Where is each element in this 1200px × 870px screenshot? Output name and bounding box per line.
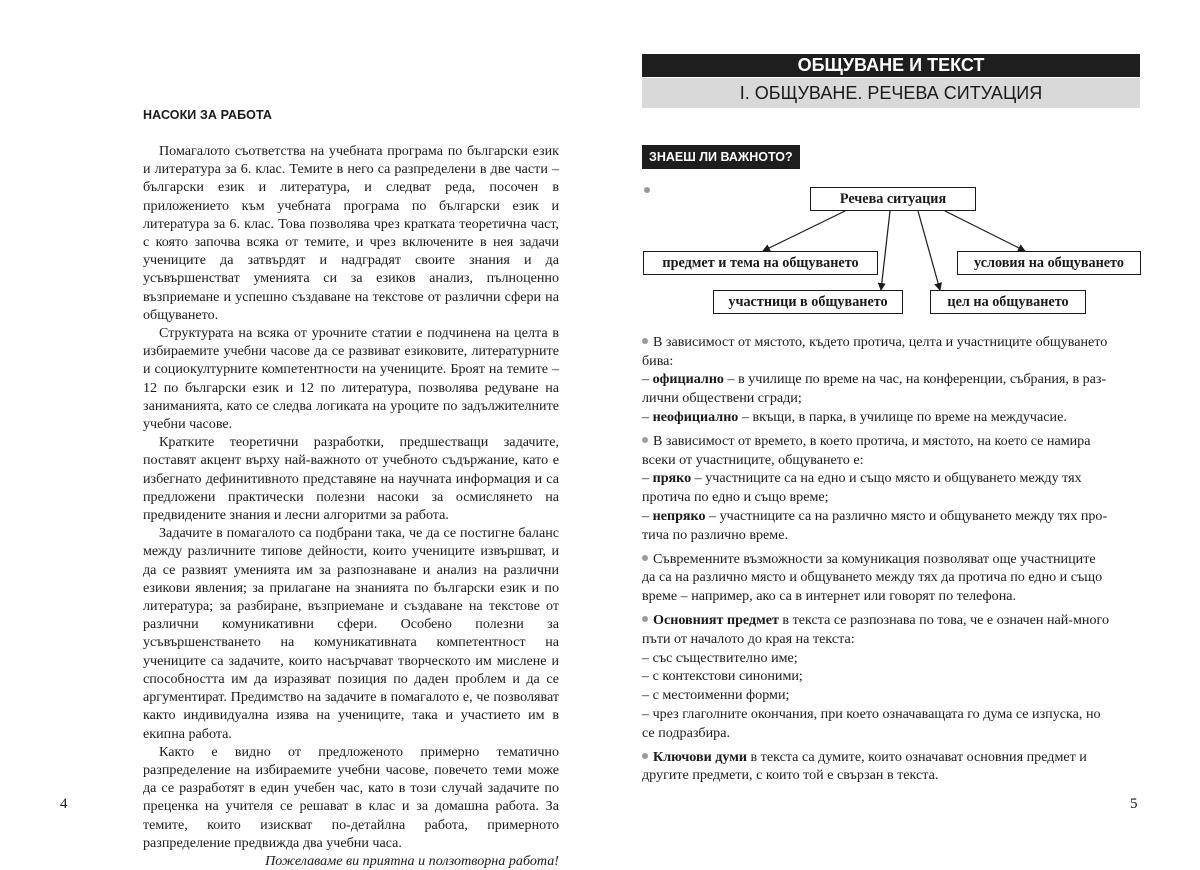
text-segment: – вкъщи, в парка, в училище по време на междучасие. <box>738 408 1067 425</box>
bold-term: непряко <box>652 507 706 524</box>
right-page <box>600 0 1200 852</box>
text-segment: – участниците са на различно място и общуването между тях про- <box>705 507 1108 524</box>
text-segment: – с контекстови синоними; <box>642 668 803 685</box>
text-segment: протича по едно и също време; <box>642 489 829 506</box>
left-body <box>143 142 559 870</box>
text-line <box>642 408 1139 427</box>
bold-term: пряко <box>652 470 692 487</box>
right-paragraph-1 <box>642 333 1139 427</box>
right-paragraph-4 <box>642 611 1139 742</box>
chapter-title: ОБЩУВАНЕ И ТЕКСТ <box>642 54 1140 77</box>
text-segment: в текста се разпознава по това, че е означен най-много <box>778 612 1109 629</box>
diagram-root-box: Речева ситуация <box>810 187 976 211</box>
left-paragraph-3: Кратките теоретични разработки, предшестващи задачите, поставят акцент върху най-важното от учебното съдържание, като е избегнато дефинитивното представяне на научната информация и са предложени практически полезни насоки за осмислянето на предвидените знания и лесни алгоритми за работа. <box>143 434 559 524</box>
text-line <box>642 649 1139 668</box>
section-tag: ЗНАЕШ ЛИ ВАЖНОТО? <box>642 145 800 169</box>
text-line <box>642 587 1139 606</box>
page-number-right: 5 <box>1130 796 1138 812</box>
text-segment: време – например, ако са в интернет или говорят по телефона. <box>642 588 1017 605</box>
text-segment: – с местоименни форми; <box>642 687 790 704</box>
bold-term: неофициално <box>652 408 739 425</box>
text-segment: – в училище по време на час, на конференции, събрания, в раз- <box>723 371 1107 388</box>
bold-term: официално <box>652 371 724 388</box>
text-line <box>642 451 1139 470</box>
bullet-dot-icon <box>642 616 648 622</box>
text-line <box>642 488 1139 507</box>
text-line <box>642 766 1139 785</box>
diagram-node-participants: участници в общуването <box>713 290 903 314</box>
arrow-to-goal <box>918 211 940 290</box>
diagram-node-conditions: условия на общуването <box>957 251 1141 275</box>
arrow-to-topic <box>763 211 845 251</box>
text-segment: пъти от началото до края на текста: <box>642 631 855 648</box>
text-segment: в текста са думите, които означават основния предмет и <box>746 748 1087 765</box>
lesson-subtitle: І. ОБЩУВАНЕ. РЕЧЕВА СИТУАЦИЯ <box>642 78 1140 108</box>
left-closing: Пожелаваме ви приятна и ползотворна работа! <box>265 852 559 869</box>
text-segment: В зависимост от времето, в което протича, и мястото, на което се намира <box>653 433 1091 450</box>
text-segment: да са на различно място и общуването между тях да протича по едно и също <box>642 569 1103 586</box>
text-segment: се подразбира. <box>642 724 730 741</box>
text-line <box>642 370 1139 389</box>
left-page <box>0 0 600 869</box>
text-line <box>642 432 1139 451</box>
text-segment: – чрез глаголните окончания, при което означаващата го дума се изпуска, но <box>642 705 1101 722</box>
text-line <box>642 507 1139 526</box>
text-line <box>642 333 1139 352</box>
text-line <box>642 748 1139 767</box>
text-line <box>642 667 1139 686</box>
bullet-dot-icon <box>642 338 648 344</box>
arrow-to-participants <box>881 211 890 290</box>
right-paragraph-5 <box>642 748 1139 785</box>
text-segment: всеки от участниците, общуването е: <box>642 451 864 468</box>
diagram-arrows <box>600 0 1200 330</box>
text-segment: Съвременните възможности за комуникация позволяват още участниците <box>653 550 1096 567</box>
text-segment: В зависимост от мястото, където протича, целта и участниците общуването <box>653 334 1108 350</box>
bold-term: Ключови думи <box>653 748 747 765</box>
text-segment: другите предмети, с които той е свързан в текста. <box>642 767 939 784</box>
text-segment: – <box>642 507 653 524</box>
bullet-dot-icon <box>642 555 648 561</box>
text-line <box>642 630 1139 649</box>
text-line <box>642 389 1139 408</box>
text-line <box>642 550 1139 569</box>
text-segment: – участниците са на едно и също място и общуването между тях <box>691 470 1082 487</box>
text-line <box>642 686 1139 705</box>
bullet-dot-icon <box>642 437 648 443</box>
left-paragraph-4: Задачите в помагалото са подбрани така, че да се постигне баланс между различните типове дейности, които учениците извършват, и да се развият уменията им за разпознаване и анализ на различни езикови явления; за прилагане на знанията по български език и по литература; за разбиране, възприемане и създаване на текстове от различни комуникативни сфери. Особено полезни за усъвършенстването на комуникативната компетентност на учениците са задачите, които насърчават творческото им мислене и способността им да изразяват позиция по даден проблем и да се аргументират. Предимство на задачите в помагалото е, че позволяват както индивидуална изява на учениците, така и участието им в екипна работа. <box>143 525 559 742</box>
text-segment: лични обществени сгради; <box>642 390 802 407</box>
text-segment: – със съществително име; <box>642 649 798 666</box>
bold-term: Основният предмет <box>653 612 779 629</box>
text-segment: – <box>642 371 653 388</box>
left-paragraph-1: Помагалото съответства на учебната програма по български език и литература за 6. клас. Темите в него са разпределени в две части – български език и литература, и следват реда, посочен в приложението към учебната програма по български език и литература за 6. клас. Това позволява чрез кратката теоретична част, с която започва всяка от темите, и чрез включените в нея задачи учениците да затвърдят и надградят своите знания и да усъвършенстват уменията си за езиков анализ, пълноценно възприемане и успешно създаване на текстове от различни сфери на общуването. <box>143 143 559 323</box>
page-number-left: 4 <box>60 796 68 812</box>
text-line <box>642 469 1139 488</box>
right-paragraph-2 <box>642 432 1139 544</box>
left-paragraph-5: Както е видно от предложеното примерно тематично разпределение на избираемите учебни часове, повечето теми може да се разработят в един учебен час, като в този случай задачите по преценка на учителя се решават в клас и за домашна работа. За темите, които изискват по-детайлна работа, примерното разпределение предвижда два учебни часа. <box>143 743 559 851</box>
left-heading: НАСОКИ ЗА РАБОТА <box>143 108 273 122</box>
text-segment: тича по различно време. <box>642 526 788 543</box>
text-segment: – <box>642 408 653 425</box>
diagram-node-topic: предмет и тема на общуването <box>643 251 878 275</box>
text-segment: бива: <box>642 352 674 369</box>
bullet-dot-icon <box>642 753 648 759</box>
text-line <box>642 724 1139 743</box>
right-paragraph-3 <box>642 550 1139 606</box>
text-line <box>642 568 1139 587</box>
text-line <box>642 526 1139 545</box>
right-body <box>642 333 1139 791</box>
arrow-to-conditions <box>945 211 1025 251</box>
text-line <box>642 705 1139 724</box>
left-paragraph-2: Структурата на всяка от урочните статии е подчинена на целта в избираемите учебни часове да се развиват езиковите, литературните и социокултурните компетентности на учениците. Броят на темите – 12 по български език и 12 по литература, позволява редуване на заниманията, като се следва логиката на уроците по задължителните учебни часове. <box>143 325 559 433</box>
text-segment: – <box>642 470 653 487</box>
text-line <box>642 611 1139 630</box>
text-line <box>642 352 1139 371</box>
diagram-node-goal: цел на общуването <box>930 290 1086 314</box>
